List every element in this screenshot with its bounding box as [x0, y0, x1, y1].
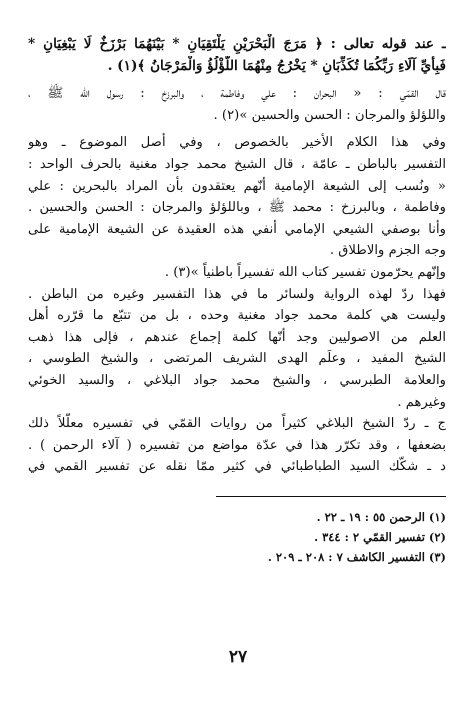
text-line: وفاطمة ، وبالبرزخ : محمد ﷺ ، وباللؤلؤ والمرجان : الحسن والحسين . [28, 200, 446, 216]
text-line: بضعفها ، وقد تكرّر هذا في عدّة مواضع من تفسيره ( آلاء الرحمن ) . [28, 437, 446, 453]
footnote: (٢) تفسير القمّي ٢ : ٣٤٤ . [314, 529, 446, 544]
text-line: فَبِأَيِّ آلَاءِ رَبِّكُمَا تُكَذِّبَانِ * يَخْرُجُ مِنْهُمَا اللُّؤْلُؤُ وَالْمَرْجَانُ ﴾(١) . [107, 57, 446, 74]
text-line: وغيرهم . [397, 394, 446, 410]
text-line: واللؤلؤ والمرجان : الحسن والحسين »(٢) . [213, 107, 446, 123]
text-line: د ـ شكّك السيد الطباطبائي في كثير ممّا نقله عن تفسير القمي في [28, 459, 446, 475]
footnote-divider [216, 496, 446, 497]
page-number: ٢٧ [228, 647, 248, 667]
footnote: (١) الرحمن ٥٥ : ١٩ ـ ٢٢ . [316, 509, 446, 524]
text-line: قال القمّي : « البحران : علي وفاطمة ، والبرزخ : رسول الله ﷺ ، [28, 86, 446, 102]
text-line: وأنا بوصفي الشيعي الإمامي أنفي هذه العقيدة عن الشيعة الإمامية على [28, 221, 446, 237]
text-line: وفي هذا الكلام الأخير بالخصوص ، وفي أصل الموضوع ـ وهو [28, 135, 446, 151]
text-line: ج ـ ردّ الشيخ البلاغي كثيراً من روايات القمّي في تفسيره معلّلاً ذلك [28, 416, 446, 432]
text-line: الشيخ المفيد ، وعلَم الهدى الشريف المرتضى ، والشيخ الطوسي ، [28, 351, 446, 367]
text-line: العلم من الاصوليين وجد أنّها كلمة إجماع عندهم ، فإلى هذا ذهب [28, 329, 446, 345]
footnotes [28, 507, 446, 567]
text-line: والعلامة الطبرسي ، والشيخ محمد جواد البلاغي ، والسيد الخوئي [28, 372, 446, 388]
text-line: فهذا ردّ لهذه الرواية ولسائر ما في هذا التفسير وغيره من الباطن . [28, 286, 446, 302]
text-line: وجه الجزم والاطلاق . [329, 243, 446, 259]
text-line: « ونُسب إلى الشيعة الإمامية أنّهم يعتقدون بأن المراد بالبحرين : علي [28, 178, 446, 194]
text-line: وليست هي كلمة محمد جواد مغنية وحده ، بل من تتبّع ما قرّره أهل [28, 308, 446, 324]
text-line: التفسير بالباطن ـ عامّة ، قال الشيخ محمد جواد مغنية بالحرف الواحد : [28, 156, 446, 172]
text-line: وإنّهم يحرّمون تفسير كتاب الله تفسيراً باطنياً »(٣) . [164, 264, 446, 280]
text-line: ـ عند قوله تعالى : ﴿ مَرَجَ الْبَحْرَيْنِ يَلْتَقِيَانِ * بَيْنَهُمَا بَرْزَخٌ لَا يَبْغِيَانِ * [28, 36, 446, 52]
main-text [28, 34, 446, 478]
footnote: (٣) التفسير الكاشف ٧ : ٢٠٨ ـ ٢٠٩ . [267, 549, 446, 564]
